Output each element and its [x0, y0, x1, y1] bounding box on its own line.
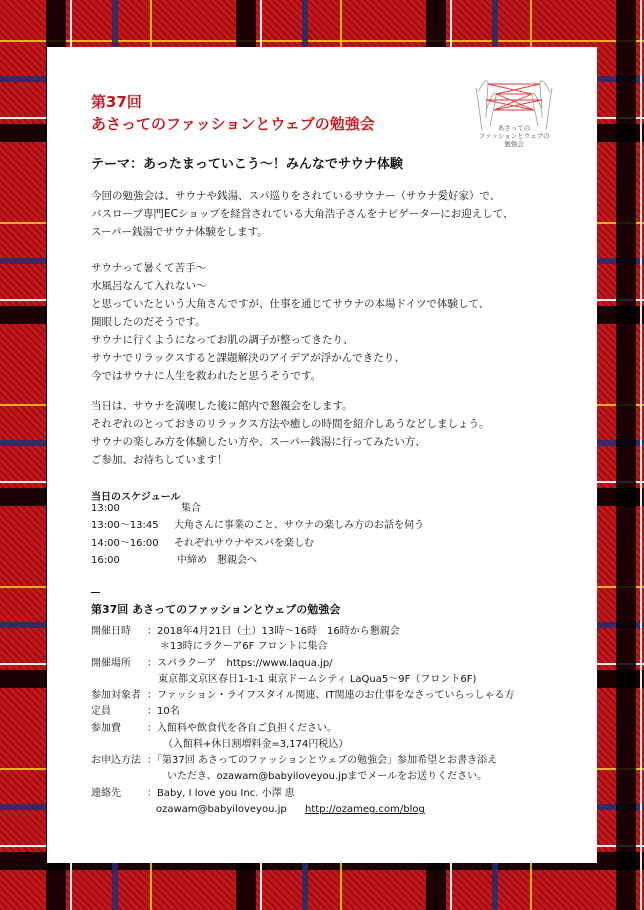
logo-caption: [464, 124, 564, 148]
contact-email: ozawam@babyiloveyou.jp: [156, 804, 287, 815]
info-value: ：入館料や飲食代を各自ご負担ください。: [147, 723, 337, 734]
info-label: お申込方法: [91, 755, 141, 766]
intro-line: サウナでリラックスすると課題解決のアイデアが浮かんできたり、: [91, 352, 405, 364]
intro-line: 今ではサウナに人生を救われたと思うそうです。: [91, 370, 322, 382]
info-apply-note: いただき、ozawam@babyiloveyou.jpまでメールをお送りください。: [167, 771, 488, 782]
logo-text-line2: ファッションとウェブの: [478, 132, 550, 140]
info-label: 参加費: [91, 723, 121, 734]
intro-paragraph-1: [91, 187, 514, 241]
info-label: 定員: [91, 706, 111, 717]
intro-line: 当日は、サウナを満喫した後に館内で懇親会をします。: [91, 400, 353, 412]
info-fee-note: （入館料+休日割増料金=3,174円税込）: [163, 739, 349, 750]
intro-line: サウナって暑くて苦手〜: [91, 262, 207, 274]
event-series-title: あさってのファッションとウェブの勉強会: [91, 115, 375, 133]
schedule-time: 16:00: [91, 555, 120, 566]
schedule-heading: 当日のスケジュール: [91, 492, 181, 503]
logo-text-line1: あさっての: [497, 124, 531, 132]
schedule-desc: それぞれサウナやスパを楽しむ: [174, 538, 314, 549]
info-value: ：ファッション・ライフスタイル関連、IT関連のお仕事をなさっていらっしゃる方: [147, 690, 515, 701]
schedule-time: 13:00: [91, 503, 120, 514]
info-value: ：2018年4月21日（土）13時〜16時 16時から懇親会: [147, 626, 400, 637]
intro-paragraph-2: [91, 259, 489, 385]
schedule-desc: 集合: [181, 503, 201, 514]
intro-line: サウナに行くようになってお肌の調子が整ってきたり、: [91, 334, 354, 346]
intro-line: スーパー銭湯でサウナ体験をします。: [91, 226, 268, 238]
info-date-note: ＊13時にラクーア6F フロントに集合: [160, 641, 328, 652]
info-heading: 第37回 あさってのファッションとウェブの勉強会: [91, 603, 341, 616]
intro-line: 今回の勉強会は、サウナや銭湯、スパ巡りをされているサウナー（サウナ愛好家）で、: [91, 190, 501, 202]
contact-url-link[interactable]: http://ozameg.com/blog: [305, 804, 425, 815]
intro-line: と思っていたという大角さんですが、仕事を通じてサウナの本場ドイツで体験して、: [91, 298, 490, 310]
theme-heading: テーマ：あったまっていこう〜！みんなでサウナ体験: [91, 157, 403, 172]
info-value: ：Baby, I love you Inc. 小澤 恵: [147, 788, 295, 799]
intro-line: ご参加、お待ちしています！: [91, 454, 228, 466]
info-label: 開催日時: [91, 626, 131, 637]
event-number-title: 第37回: [91, 93, 142, 111]
section-divider: [91, 592, 100, 593]
intro-line: それぞれのとっておきのリラックス方法や癒しの時間を紹介しあうなどしましょう。: [91, 418, 490, 430]
info-value: ：スパラクーア https://www.laqua.jp/: [147, 658, 333, 669]
intro-line: 水風呂なんて入れない〜: [91, 280, 207, 292]
logo-text-line3: 勉強会: [504, 140, 524, 148]
schedule-time: 14:00〜16:00: [91, 538, 159, 549]
schedule-desc: 大角さんに事業のこと、サウナの楽しみ方のお話を伺う: [174, 520, 424, 531]
schedule-time: 13:00〜13:45: [91, 520, 159, 531]
info-label: 開催場所: [91, 658, 131, 669]
intro-line: 開眼したのだそうです。: [91, 316, 206, 328]
intro-line: サウナの楽しみ方を体験したい方や、スーパー銭湯に行ってみたい方、: [91, 436, 426, 448]
intro-paragraph-3: [91, 397, 489, 469]
intro-line: バスローブ専門ECショップを経営されている大角浩子さんをナビゲーターにお迎えして、: [91, 208, 514, 220]
info-value: ：10名: [147, 706, 180, 717]
info-label: 連絡先: [91, 788, 121, 799]
info-label: 参加対象者: [91, 690, 141, 701]
info-venue-address: 東京都文京区春日1-1-1 東京ドームシティ LaQua5〜9F（フロント6F): [158, 674, 477, 685]
info-value: ：「第37回 あさってのファッションとウェブの勉強会」参加希望とお書き添え: [147, 755, 498, 766]
schedule-desc: 中締め 懇親会へ: [177, 555, 257, 566]
